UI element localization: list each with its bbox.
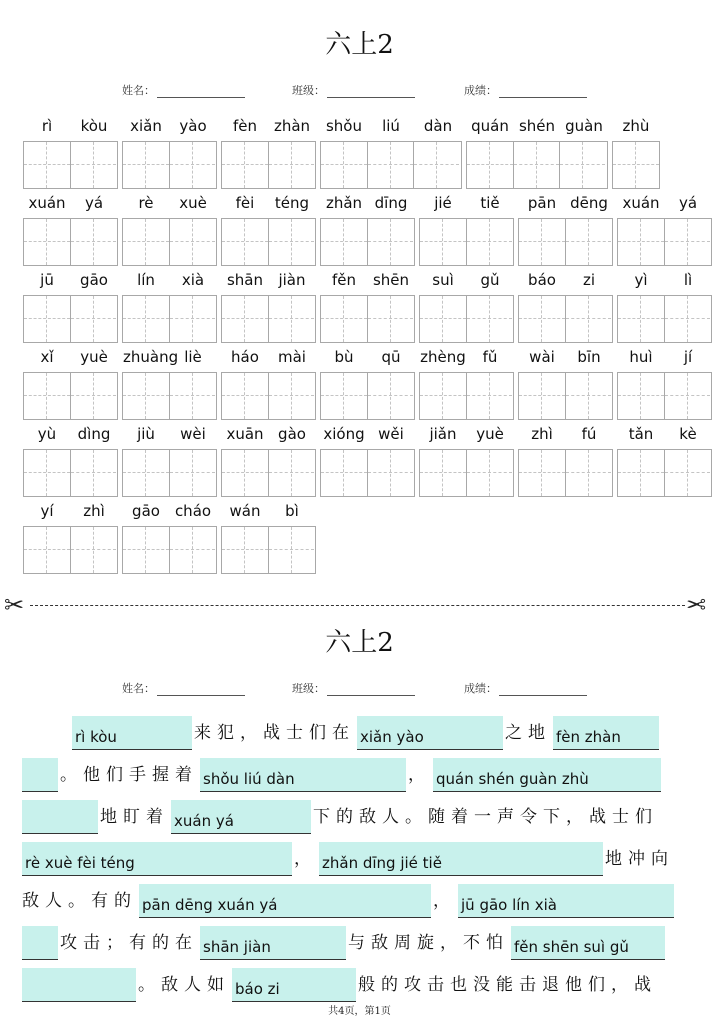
pinyin-syllable: fǔ bbox=[482, 348, 498, 366]
tian-zi-cell[interactable] bbox=[268, 219, 314, 265]
word-grid bbox=[518, 449, 613, 497]
word-grid bbox=[320, 449, 415, 497]
tian-zi-cell[interactable] bbox=[169, 219, 215, 265]
pinyin-syllable: liú bbox=[382, 117, 400, 135]
score-blank-2[interactable] bbox=[499, 683, 587, 696]
answer-blank[interactable] bbox=[22, 968, 136, 1002]
word-grid bbox=[617, 449, 712, 497]
pinyin-row bbox=[0, 422, 719, 446]
tian-zi-cell[interactable] bbox=[618, 373, 664, 419]
tian-zi-cell[interactable] bbox=[268, 527, 314, 573]
tian-zi-cell[interactable] bbox=[169, 450, 215, 496]
passage-text: 与敌周旋，不怕 bbox=[348, 933, 509, 953]
passage-line bbox=[22, 838, 674, 876]
pinyin-syllable: tǎn bbox=[628, 425, 654, 443]
pinyin-syllable: fěn bbox=[331, 271, 357, 289]
pinyin-syllable: xuán bbox=[622, 194, 660, 212]
scissors-icon: ✂ bbox=[4, 591, 25, 619]
pinyin-syllable: zhàn bbox=[273, 117, 311, 135]
tian-zi-cell[interactable] bbox=[618, 450, 664, 496]
pinyin-syllable: liè bbox=[184, 348, 202, 366]
tian-zi-cell[interactable] bbox=[466, 219, 512, 265]
tian-zi-cell[interactable] bbox=[664, 219, 710, 265]
tian-zi-cell[interactable] bbox=[565, 219, 611, 265]
tian-zi-cell[interactable] bbox=[367, 296, 413, 342]
word-grid bbox=[221, 295, 316, 343]
word-grid bbox=[23, 141, 118, 189]
writing-grid-row bbox=[0, 295, 719, 343]
pinyin-syllable: gǔ bbox=[480, 271, 500, 289]
word-grid bbox=[617, 295, 712, 343]
passage-text: 之地 bbox=[505, 723, 551, 743]
pinyin-syllable: lì bbox=[683, 271, 693, 289]
pinyin-syllable: pān bbox=[527, 194, 557, 212]
writing-grid-row bbox=[0, 526, 719, 574]
tian-zi-cell[interactable] bbox=[123, 142, 169, 188]
tian-zi-cell[interactable] bbox=[467, 142, 513, 188]
score-blank[interactable] bbox=[499, 85, 587, 98]
tian-zi-cell[interactable] bbox=[321, 373, 367, 419]
pinyin-syllable: dēng bbox=[570, 194, 608, 212]
name-field[interactable] bbox=[122, 82, 245, 98]
tian-zi-cell[interactable] bbox=[321, 296, 367, 342]
pinyin-syllable: shān bbox=[226, 271, 264, 289]
tian-zi-cell[interactable] bbox=[413, 142, 459, 188]
word-grid bbox=[122, 295, 217, 343]
pinyin-syllable: yuè bbox=[476, 425, 504, 443]
pinyin-syllable: báo bbox=[528, 271, 556, 289]
pinyin-syllable: téng bbox=[274, 194, 310, 212]
tian-zi-cell[interactable] bbox=[519, 450, 565, 496]
passage-text: 攻击；有的在 bbox=[60, 933, 198, 953]
tian-zi-cell[interactable] bbox=[70, 219, 116, 265]
pinyin-syllable: qū bbox=[381, 348, 401, 366]
tian-zi-cell[interactable] bbox=[367, 373, 413, 419]
name-blank[interactable] bbox=[157, 85, 245, 98]
pinyin-syllable: dàn bbox=[423, 117, 453, 135]
pinyin-syllable: mài bbox=[278, 348, 306, 366]
pinyin-syllable: fèn bbox=[232, 117, 258, 135]
tian-zi-cell[interactable] bbox=[321, 450, 367, 496]
word-grid bbox=[518, 295, 613, 343]
tian-zi-cell[interactable] bbox=[70, 450, 116, 496]
passage-line bbox=[22, 964, 657, 1002]
pinyin-syllable: gāo bbox=[132, 502, 160, 520]
pinyin-syllable: jū bbox=[40, 271, 54, 289]
word-grid bbox=[419, 372, 514, 420]
word-grid bbox=[419, 218, 514, 266]
pinyin-row bbox=[0, 114, 719, 138]
word-grid bbox=[419, 449, 514, 497]
answer-blank[interactable]: fèn zhàn bbox=[553, 716, 659, 750]
word-grid bbox=[518, 372, 613, 420]
pinyin-syllable: shǒu bbox=[325, 117, 362, 135]
passage-text: 。他们手握着 bbox=[60, 765, 198, 785]
writing-grid-row bbox=[0, 218, 719, 266]
tian-zi-cell[interactable] bbox=[169, 296, 215, 342]
tian-zi-cell[interactable] bbox=[664, 450, 710, 496]
passage-text: 般的攻击也没能击退他们，战 bbox=[358, 975, 657, 995]
tian-zi-cell[interactable] bbox=[70, 296, 116, 342]
tian-zi-cell[interactable] bbox=[24, 296, 70, 342]
pinyin-syllable: rè bbox=[138, 194, 154, 212]
tian-zi-cell[interactable] bbox=[123, 373, 169, 419]
pinyin-syllable: zhì bbox=[83, 502, 105, 520]
tian-zi-cell[interactable] bbox=[222, 450, 268, 496]
word-grid bbox=[221, 449, 316, 497]
pinyin-row bbox=[0, 191, 719, 215]
answer-blank[interactable]: shǒu liú dàn bbox=[200, 758, 406, 792]
word-grid bbox=[617, 218, 712, 266]
tian-zi-cell[interactable] bbox=[70, 527, 116, 573]
tian-zi-cell[interactable] bbox=[321, 142, 367, 188]
tian-zi-cell[interactable] bbox=[268, 373, 314, 419]
student-info-row-2 bbox=[0, 680, 719, 700]
tian-zi-cell[interactable] bbox=[367, 142, 413, 188]
passage-text: 。敌人如 bbox=[138, 975, 230, 995]
tian-zi-cell[interactable] bbox=[420, 219, 466, 265]
pinyin-syllable: fèi bbox=[235, 194, 255, 212]
answer-blank[interactable]: xuán yá bbox=[171, 800, 311, 834]
passage-text: 敌人。有的 bbox=[22, 891, 137, 911]
pinyin-row bbox=[0, 268, 719, 292]
score-label-2: 成绩： bbox=[464, 682, 497, 695]
answer-blank[interactable]: pān dēng xuán yá bbox=[139, 884, 431, 918]
tian-zi-cell[interactable] bbox=[618, 219, 664, 265]
pinyin-syllable: yá bbox=[678, 194, 698, 212]
class-label-2: 班级： bbox=[292, 682, 325, 695]
word-grid bbox=[221, 526, 316, 574]
word-grid bbox=[612, 141, 660, 189]
score-label: 成绩： bbox=[464, 84, 497, 97]
word-grid bbox=[320, 218, 415, 266]
pinyin-syllable: bīn bbox=[577, 348, 601, 366]
tian-zi-cell[interactable] bbox=[466, 373, 512, 419]
tian-zi-cell[interactable] bbox=[222, 527, 268, 573]
pinyin-syllable: guàn bbox=[565, 117, 603, 135]
passage-line bbox=[22, 754, 663, 792]
tian-zi-cell[interactable] bbox=[70, 142, 116, 188]
tian-zi-cell[interactable] bbox=[559, 142, 605, 188]
tian-zi-cell[interactable] bbox=[513, 142, 559, 188]
pinyin-syllable: huì bbox=[629, 348, 653, 366]
tian-zi-cell[interactable] bbox=[123, 219, 169, 265]
tian-zi-cell[interactable] bbox=[222, 296, 268, 342]
score-field-2[interactable] bbox=[464, 680, 587, 696]
word-grid bbox=[23, 218, 118, 266]
tian-zi-cell[interactable] bbox=[268, 296, 314, 342]
tian-zi-cell[interactable] bbox=[123, 450, 169, 496]
word-grid bbox=[122, 141, 217, 189]
writing-grid-row bbox=[0, 141, 719, 189]
pinyin-syllable: shēn bbox=[372, 271, 410, 289]
pinyin-syllable: zhù bbox=[622, 117, 650, 135]
answer-blank[interactable]: quán shén guàn zhù bbox=[433, 758, 661, 792]
tian-zi-cell[interactable] bbox=[565, 450, 611, 496]
word-grid bbox=[419, 295, 514, 343]
word-grid bbox=[466, 141, 608, 189]
pinyin-syllable: dīng bbox=[374, 194, 408, 212]
passage-line bbox=[22, 922, 667, 960]
answer-blank[interactable] bbox=[22, 800, 98, 834]
tian-zi-cell[interactable] bbox=[24, 527, 70, 573]
answer-blank[interactable]: rì kòu bbox=[72, 716, 192, 750]
tian-zi-cell[interactable] bbox=[169, 527, 215, 573]
word-grid bbox=[221, 141, 316, 189]
pinyin-syllable: jié bbox=[434, 194, 452, 212]
word-grid bbox=[320, 295, 415, 343]
passage-text: 下的敌人。随着一声令下，战士们 bbox=[313, 807, 658, 827]
tian-zi-cell[interactable] bbox=[367, 219, 413, 265]
tian-zi-cell[interactable] bbox=[420, 373, 466, 419]
pinyin-syllable: yào bbox=[179, 117, 207, 135]
tian-zi-cell[interactable] bbox=[24, 373, 70, 419]
class-field[interactable] bbox=[292, 82, 415, 98]
tian-zi-cell[interactable] bbox=[565, 296, 611, 342]
passage-line bbox=[70, 712, 661, 750]
pinyin-row bbox=[0, 499, 719, 523]
tian-zi-cell[interactable] bbox=[268, 450, 314, 496]
writing-grid-row bbox=[0, 372, 719, 420]
answer-blank[interactable]: xiǎn yào bbox=[357, 716, 503, 750]
word-grid bbox=[122, 449, 217, 497]
pinyin-syllable: gāo bbox=[80, 271, 108, 289]
tian-zi-cell[interactable] bbox=[420, 450, 466, 496]
tian-zi-cell[interactable] bbox=[618, 296, 664, 342]
word-grid bbox=[320, 372, 415, 420]
pinyin-syllable: zhuàng bbox=[123, 348, 179, 366]
tian-zi-cell[interactable] bbox=[24, 142, 70, 188]
pinyin-syllable: wài bbox=[529, 348, 555, 366]
pinyin-syllable: xǐ bbox=[40, 348, 54, 366]
passage-line bbox=[22, 796, 658, 834]
pinyin-syllable: xià bbox=[181, 271, 205, 289]
score-field[interactable] bbox=[464, 82, 587, 98]
pinyin-syllable: yí bbox=[40, 502, 54, 520]
pinyin-syllable: wán bbox=[229, 502, 261, 520]
pinyin-row bbox=[0, 345, 719, 369]
passage-text: 来犯，战士们在 bbox=[194, 723, 355, 743]
tian-zi-cell[interactable] bbox=[664, 296, 710, 342]
pinyin-syllable: xuè bbox=[179, 194, 207, 212]
pinyin-syllable: wěi bbox=[378, 425, 404, 443]
pinyin-syllable: jiù bbox=[137, 425, 155, 443]
writing-grid-row bbox=[0, 449, 719, 497]
tian-zi-cell[interactable] bbox=[222, 219, 268, 265]
tian-zi-cell[interactable] bbox=[321, 219, 367, 265]
tian-zi-cell[interactable] bbox=[466, 296, 512, 342]
passage-text: ， bbox=[408, 765, 431, 785]
tian-zi-cell[interactable] bbox=[519, 296, 565, 342]
pinyin-syllable: tiě bbox=[480, 194, 500, 212]
page-title-2: 六上2 bbox=[325, 628, 394, 658]
pinyin-syllable: yì bbox=[634, 271, 648, 289]
answer-blank[interactable]: rè xuè fèi téng bbox=[22, 842, 292, 876]
answer-blank[interactable]: jū gāo lín xià bbox=[458, 884, 674, 918]
word-grid bbox=[320, 141, 462, 189]
tian-zi-cell[interactable] bbox=[613, 142, 659, 188]
pinyin-syllable: dìng bbox=[77, 425, 111, 443]
tian-zi-cell[interactable] bbox=[268, 142, 314, 188]
word-grid bbox=[23, 526, 118, 574]
word-grid bbox=[122, 218, 217, 266]
pinyin-syllable: lín bbox=[137, 271, 155, 289]
pinyin-syllable: cháo bbox=[174, 502, 212, 520]
pinyin-syllable: xiǎn bbox=[130, 117, 162, 135]
page-footer: 共4页，第1页 bbox=[328, 1006, 391, 1017]
pinyin-syllable: kè bbox=[679, 425, 697, 443]
class-field-2[interactable] bbox=[292, 680, 415, 696]
pinyin-syllable: quán bbox=[471, 117, 509, 135]
pinyin-syllable: suì bbox=[432, 271, 454, 289]
pinyin-syllable: gào bbox=[278, 425, 306, 443]
pinyin-syllable: xuān bbox=[226, 425, 264, 443]
passage-text: 地冲向 bbox=[605, 849, 674, 869]
pinyin-syllable: kòu bbox=[80, 117, 108, 135]
tian-zi-cell[interactable] bbox=[222, 142, 268, 188]
word-grid bbox=[23, 372, 118, 420]
pinyin-syllable: jiàn bbox=[278, 271, 306, 289]
tian-zi-cell[interactable] bbox=[169, 142, 215, 188]
class-blank[interactable] bbox=[327, 85, 415, 98]
word-grid bbox=[221, 218, 316, 266]
answer-blank[interactable] bbox=[22, 926, 58, 960]
pinyin-syllable: zhèng bbox=[420, 348, 466, 366]
student-info-row bbox=[0, 82, 719, 102]
tian-zi-cell[interactable] bbox=[70, 373, 116, 419]
answer-blank[interactable] bbox=[22, 758, 58, 792]
tian-zi-cell[interactable] bbox=[466, 450, 512, 496]
class-blank-2[interactable] bbox=[327, 683, 415, 696]
name-label-2: 姓名： bbox=[122, 682, 155, 695]
tian-zi-cell[interactable] bbox=[123, 296, 169, 342]
tian-zi-cell[interactable] bbox=[24, 450, 70, 496]
tian-zi-cell[interactable] bbox=[565, 373, 611, 419]
pinyin-syllable: zhì bbox=[531, 425, 553, 443]
name-field-2[interactable] bbox=[122, 680, 245, 696]
pinyin-syllable: wèi bbox=[180, 425, 206, 443]
pinyin-syllable: xuán bbox=[28, 194, 66, 212]
pinyin-syllable: yuè bbox=[80, 348, 108, 366]
pinyin-syllable: yù bbox=[37, 425, 57, 443]
tian-zi-cell[interactable] bbox=[169, 373, 215, 419]
tian-zi-cell[interactable] bbox=[367, 450, 413, 496]
pinyin-syllable: háo bbox=[231, 348, 259, 366]
word-grid bbox=[122, 372, 217, 420]
tian-zi-cell[interactable] bbox=[664, 373, 710, 419]
word-grid bbox=[617, 372, 712, 420]
pinyin-syllable: bì bbox=[285, 502, 299, 520]
name-label: 姓名： bbox=[122, 84, 155, 97]
pinyin-syllable: shén bbox=[518, 117, 556, 135]
passage-text: ， bbox=[294, 849, 317, 869]
pinyin-syllable: yá bbox=[84, 194, 104, 212]
pinyin-syllable: zhǎn bbox=[325, 194, 363, 212]
tian-zi-cell[interactable] bbox=[123, 527, 169, 573]
answer-blank[interactable]: fěn shēn suì gǔ bbox=[511, 926, 665, 960]
tian-zi-cell[interactable] bbox=[519, 373, 565, 419]
pinyin-syllable: zi bbox=[582, 271, 596, 289]
tian-zi-cell[interactable] bbox=[420, 296, 466, 342]
word-grid bbox=[518, 218, 613, 266]
pinyin-syllable: bù bbox=[334, 348, 354, 366]
word-grid bbox=[23, 449, 118, 497]
passage-text: ， bbox=[433, 891, 456, 911]
answer-blank[interactable]: zhǎn dīng jié tiě bbox=[319, 842, 603, 876]
answer-blank[interactable]: shān jiàn bbox=[200, 926, 346, 960]
page-title: 六上2 bbox=[325, 30, 394, 60]
cut-line bbox=[30, 605, 685, 606]
class-label: 班级： bbox=[292, 84, 325, 97]
tian-zi-cell[interactable] bbox=[24, 219, 70, 265]
word-grid bbox=[122, 526, 217, 574]
pinyin-syllable: xióng bbox=[323, 425, 365, 443]
tian-zi-cell[interactable] bbox=[222, 373, 268, 419]
scissors-icon: ✂ bbox=[686, 591, 707, 619]
pinyin-syllable: rì bbox=[41, 117, 53, 135]
tian-zi-cell[interactable] bbox=[519, 219, 565, 265]
passage-line bbox=[22, 880, 676, 918]
passage-text: 地盯着 bbox=[100, 807, 169, 827]
name-blank-2[interactable] bbox=[157, 683, 245, 696]
answer-blank[interactable]: báo zi bbox=[232, 968, 356, 1002]
pinyin-syllable: jí bbox=[683, 348, 693, 366]
pinyin-syllable: fú bbox=[581, 425, 597, 443]
word-grid bbox=[23, 295, 118, 343]
word-grid bbox=[221, 372, 316, 420]
pinyin-syllable: jiǎn bbox=[429, 425, 457, 443]
